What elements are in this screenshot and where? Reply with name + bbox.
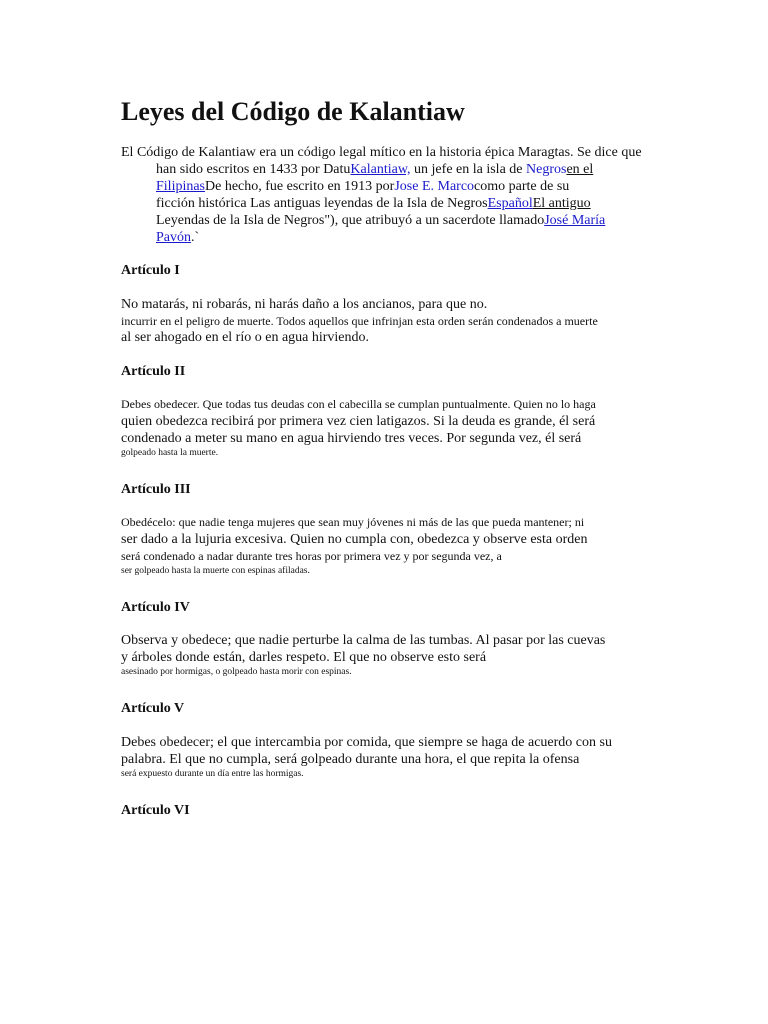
article-line: ser golpeado hasta la muerte con espinas afiladas.	[121, 566, 310, 576]
intro-line-2	[121, 161, 681, 178]
link-kalantiaw[interactable]: Kalantiaw,	[350, 162, 411, 177]
intro-text: un jefe en la isla de	[410, 162, 526, 177]
article-body	[121, 632, 681, 678]
article-line: Debes obedecer; el que intercambia por comida, que siempre se haga de acuerdo con su	[121, 735, 612, 750]
article-line: será condenado a nadar durante tres horas por primera vez y por segunda vez, a	[121, 549, 502, 563]
intro-text: Leyendas de la Isla de Negros"), que atribuyó a un sacerdote llamado	[156, 213, 545, 228]
intro-text: como parte de su	[474, 179, 570, 194]
article-line: y árboles donde están, darles respeto. El que no observe esto será	[121, 650, 487, 665]
article-line: Debes obedecer. Que todas tus deudas con el cabecilla se cumplan puntualmente. Quien no lo haga	[121, 397, 596, 411]
article-heading: Artículo II	[121, 364, 186, 379]
article-heading: Artículo VI	[121, 803, 190, 818]
link-filipinas[interactable]: Filipinas	[156, 179, 206, 194]
intro-line-3	[121, 178, 681, 195]
article-heading: Artículo III	[121, 482, 191, 497]
article-body	[121, 296, 681, 346]
article-body	[121, 734, 681, 780]
link-negros[interactable]: Negros	[526, 162, 567, 177]
article-body	[121, 396, 681, 459]
article-body	[121, 514, 681, 577]
article-line: incurrir en el peligro de muerte. Todos aquellos que infrinjan esta orden serán condenados a muerte	[121, 314, 598, 328]
article-line: al ser ahogado en el río o en agua hirviendo.	[121, 330, 370, 345]
article-line: golpeado hasta la muerte.	[121, 448, 219, 458]
intro-paragraph	[121, 144, 681, 246]
article-line: No matarás, ni robarás, ni harás daño a los ancianos, para que no.	[121, 297, 488, 312]
article-line: condenado a meter su mano en agua hirviendo tres veces. Por segunda vez, él será	[121, 431, 582, 446]
intro-text: han sido escritos en 1433 por Datu	[156, 162, 351, 177]
article-line: quien obedezca recibirá por primera vez cien latigazos. Si la deuda es grande, él será	[121, 414, 596, 429]
article-line: Observa y obedece; que nadie perturbe la calma de las tumbas. Al pasar por las cuevas	[121, 633, 606, 648]
article-heading: Artículo IV	[121, 600, 190, 615]
article-line: será expuesto durante un día entre las hormigas.	[121, 769, 304, 779]
intro-text: .`	[191, 230, 200, 245]
intro-text: De hecho, fue escrito en 1913 por	[205, 179, 395, 194]
intro-line-1: El Código de Kalantiaw era un código legal mítico en la historia épica Maragtas. Se dice que	[121, 145, 642, 160]
intro-line-6	[121, 229, 681, 246]
intro-line-4	[121, 195, 681, 212]
article-heading: Artículo I	[121, 263, 180, 278]
intro-text: El antiguo	[532, 196, 591, 211]
link-jose-e-marco[interactable]: Jose E. Marco	[394, 179, 475, 194]
article-line: asesinado por hormigas, o golpeado hasta morir con espinas.	[121, 667, 352, 677]
link-espanol[interactable]: Español	[487, 196, 533, 211]
article-line: ser dado a la lujuria excesiva. Quien no cumpla con, obedezca y observe esta orden	[121, 532, 588, 547]
article-line: Obedécelo: que nadie tenga mujeres que sean muy jóvenes ni más de las que pueda mantener; ni	[121, 515, 585, 529]
article-heading: Artículo V	[121, 701, 185, 716]
link-jose-maria[interactable]: José María	[544, 213, 606, 228]
intro-text: ficción histórica Las antiguas leyendas de la Isla de Negros	[156, 196, 488, 211]
link-pavon[interactable]: Pavón	[156, 230, 191, 245]
article-line: palabra. El que no cumpla, será golpeado durante una hora, el que repita la ofensa	[121, 752, 580, 767]
page-title: Leyes del Código de Kalantiaw	[121, 97, 465, 126]
intro-text: en el	[566, 162, 594, 177]
intro-line-5	[121, 212, 681, 229]
